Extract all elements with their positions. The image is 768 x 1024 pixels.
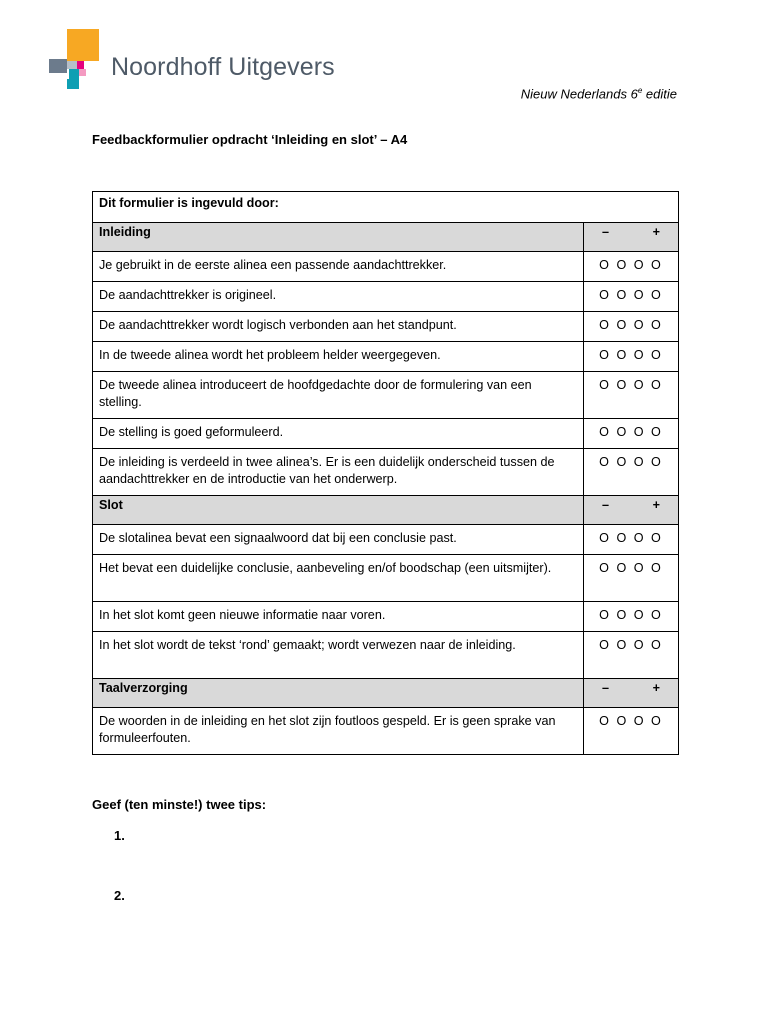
scale-max-label: + [652, 681, 661, 695]
criterion-text: In de tweede alinea wordt het probleem helder weergegeven. [93, 342, 584, 372]
criterion-row [93, 555, 679, 602]
filled-by-label: Dit formulier is ingevuld door: [93, 192, 679, 223]
rating-options[interactable]: O O O O [584, 525, 679, 555]
logo-mark-icon [49, 29, 101, 89]
scale-max-label: + [652, 225, 661, 239]
criterion-text: Het bevat een duidelijke conclusie, aanbeveling en/of boodschap (een uitsmijter). [93, 555, 584, 602]
rating-options[interactable]: O O O O [584, 372, 679, 419]
criterion-text: Je gebruikt in de eerste alinea een passende aandachttrekker. [93, 252, 584, 282]
rating-options[interactable]: O O O O [584, 555, 679, 602]
rating-options[interactable]: O O O O [584, 252, 679, 282]
rating-options[interactable]: O O O O [584, 708, 679, 755]
scale-header [584, 679, 679, 708]
rating-options[interactable]: O O O O [584, 342, 679, 372]
rating-options[interactable]: O O O O [584, 449, 679, 496]
criterion-row [93, 312, 679, 342]
criterion-text: De stelling is goed geformuleerd. [93, 419, 584, 449]
criterion-row [93, 342, 679, 372]
scale-min-label: – [602, 225, 610, 239]
document-title: Feedbackformulier opdracht ‘Inleiding en slot’ – A4 [92, 132, 408, 147]
section-title: Slot [93, 496, 584, 525]
criterion-text: De tweede alinea introduceert de hoofdgedachte door de formulering van een stelling. [93, 372, 584, 419]
tips-title: Geef (ten minste!) twee tips: [92, 797, 267, 812]
rating-options[interactable]: O O O O [584, 419, 679, 449]
criterion-text: De inleiding is verdeeld in twee alinea’s. Er is een duidelijk onderscheid tussen de aandachttrekker en de introductie van het onderwerp. [93, 449, 584, 496]
feedback-form-table [92, 191, 679, 755]
rating-options[interactable]: O O O O [584, 282, 679, 312]
scale-header [584, 496, 679, 525]
rating-options[interactable]: O O O O [584, 602, 679, 632]
criterion-row [93, 252, 679, 282]
criterion-row [93, 449, 679, 496]
scale-min-label: – [602, 498, 610, 512]
tip-number-1: 1. [114, 828, 125, 843]
scale-header [584, 223, 679, 252]
criterion-text: In het slot komt geen nieuwe informatie naar voren. [93, 602, 584, 632]
scale-max-label: + [652, 498, 661, 512]
criterion-row [93, 708, 679, 755]
section-header-row [93, 496, 679, 525]
rating-options[interactable]: O O O O [584, 312, 679, 342]
criterion-row [93, 525, 679, 555]
criterion-row [93, 632, 679, 679]
tip-number-2: 2. [114, 888, 125, 903]
filled-by-row [93, 192, 679, 223]
criterion-row [93, 282, 679, 312]
rating-options[interactable]: O O O O [584, 632, 679, 679]
criterion-text: In het slot wordt de tekst ‘rond’ gemaakt; wordt verwezen naar de inleiding. [93, 632, 584, 679]
edition-label: Nieuw Nederlands 6e editie [520, 86, 677, 102]
section-title: Taalverzorging [93, 679, 584, 708]
criterion-text: De aandachttrekker wordt logisch verbonden aan het standpunt. [93, 312, 584, 342]
section-header-row [93, 679, 679, 708]
section-title: Inleiding [93, 223, 584, 252]
logo-text: Noordhoff Uitgevers [111, 53, 335, 81]
criterion-text: De slotalinea bevat een signaalwoord dat bij een conclusie past. [93, 525, 584, 555]
scale-min-label: – [602, 681, 610, 695]
criterion-text: De woorden in de inleiding en het slot zijn foutloos gespeld. Er is geen sprake van formuleerfouten. [93, 708, 584, 755]
publisher-logo [49, 29, 349, 91]
criterion-row [93, 602, 679, 632]
criterion-text: De aandachttrekker is origineel. [93, 282, 584, 312]
criterion-row [93, 419, 679, 449]
section-header-row [93, 223, 679, 252]
criterion-row [93, 372, 679, 419]
